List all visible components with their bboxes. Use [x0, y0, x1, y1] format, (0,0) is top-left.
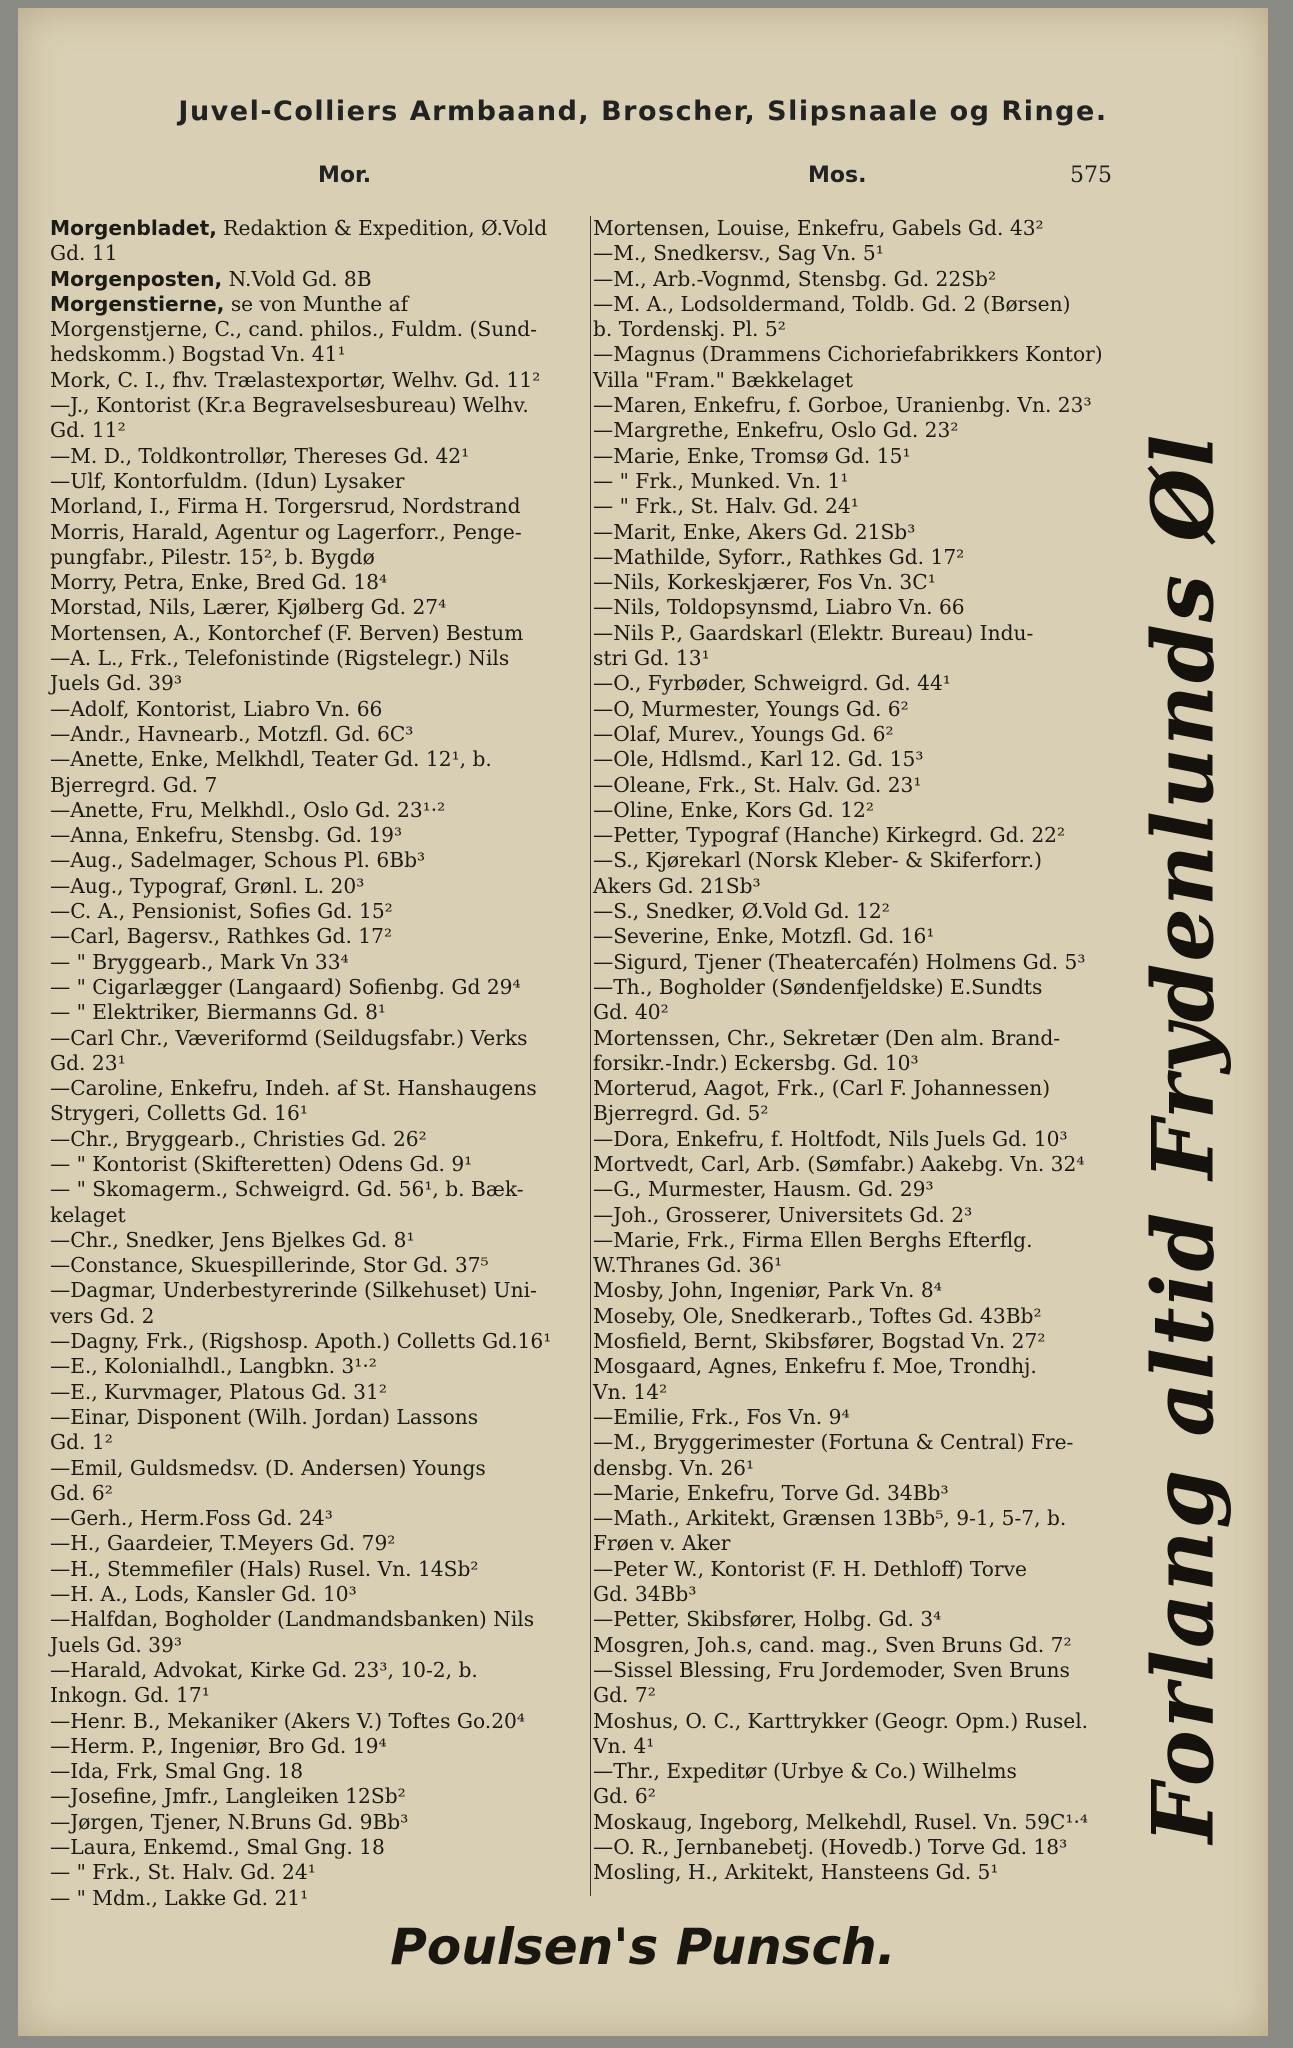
entry-text: Juels Gd. 39³: [50, 671, 182, 696]
entry-heading: Morgenstierne,: [50, 291, 225, 316]
entry-text: Morstad, Nils, Lærer, Kjølberg Gd. 27⁴: [50, 595, 447, 620]
entry-text: Morgenstjerne, C., cand. philos., Fuldm. (Sund-: [50, 317, 537, 342]
directory-entry-line: Moskaug, Ingeborg, Melkehdl, Rusel. Vn. 59C¹·⁴: [593, 1809, 1088, 1834]
directory-entry-line: [50, 1177, 590, 1202]
entry-text: Gd. 6²: [50, 1480, 113, 1505]
entry-text: — " Frk., St. Halv. Gd. 24¹: [50, 1860, 316, 1885]
directory-entry-line: [50, 1228, 590, 1253]
directory-entry-line: Gd. 34Bb³: [593, 1582, 697, 1607]
directory-entry-line: [50, 1430, 590, 1455]
directory-entry-line: [50, 1759, 590, 1784]
directory-entry-line: —Petter, Typograf (Hanche) Kirkegrd. Gd. 22²: [593, 823, 1066, 848]
entry-text: —Harald, Advokat, Kirke Gd. 23³, 10-2, b.: [50, 1657, 478, 1682]
entry-text: —H., Stemmefiler (Hals) Rusel. Vn. 14Sb²: [50, 1556, 479, 1581]
directory-entry-line: [50, 773, 590, 798]
directory-entry-line: Mosfield, Bernt, Skibsfører, Bogstad Vn. 27²: [593, 1329, 1046, 1354]
entry-text: —Ida, Frk, Smal Gng. 18: [50, 1759, 304, 1784]
entry-text: —Dagny, Frk., (Rigshosp. Apoth.) Colletts Gd.16¹: [50, 1329, 552, 1354]
directory-entry-line: [50, 1253, 590, 1278]
directory-entry-line: [50, 1709, 590, 1734]
directory-entry-line: — " Frk., St. Halv. Gd. 24¹: [593, 494, 859, 519]
entry-text: —Chr., Snedker, Jens Bjelkes Gd. 8¹: [50, 1227, 415, 1252]
directory-entry-line: [50, 393, 590, 418]
directory-entry-line: Frøen v. Aker: [593, 1531, 731, 1556]
bottom-advertisement: Poulsen's Punsch.: [390, 1918, 896, 1976]
directory-entry-line: —S., Kjørekarl (Norsk Kleber- & Skiferforr.): [593, 848, 1043, 873]
directory-entry-line: —O. R., Jernbanebetj. (Hovedb.) Torve Gd. 18³: [593, 1835, 1068, 1859]
directory-entry-line: [50, 1026, 590, 1051]
column-divider: [590, 216, 591, 1896]
entry-text: Mortensen, A., Kontorchef (F. Berven) Bestum: [50, 620, 524, 645]
entry-text: — " Mdm., Lakke Gd. 21¹: [50, 1885, 309, 1910]
directory-entry-line: [50, 1051, 590, 1076]
directory-entry-line: [50, 848, 590, 873]
directory-entry-line: —Severine, Enke, Motzfl. Gd. 16¹: [593, 924, 935, 949]
directory-entry-line: [50, 292, 590, 317]
directory-entry-line: [50, 1000, 590, 1025]
directory-entry-line: —Math., Arkitekt, Grænsen 13Bb⁵, 9-1, 5-7, b.: [593, 1506, 1067, 1531]
entry-text: Morry, Petra, Enke, Bred Gd. 18⁴: [50, 570, 388, 595]
directory-entry-line: —Marie, Frk., Firma Ellen Berghs Efterflg.: [593, 1227, 1033, 1252]
directory-entry-line: Villa "Fram." Bækkelaget: [593, 367, 853, 392]
entry-text: —Gerh., Herm.Foss Gd. 24³: [50, 1506, 333, 1531]
entry-text: Strygeri, Colletts Gd. 16¹: [50, 1101, 308, 1126]
directory-entry-line: [50, 1329, 590, 1354]
directory-entry-line: Akers Gd. 21Sb³: [593, 873, 761, 898]
entry-text: hedskomm.) Bogstad Vn. 41¹: [50, 342, 346, 367]
entry-text: —Dagmar, Underbestyrerinde (Silkehuset) Uni-: [50, 1278, 537, 1303]
entry-text: —M. D., Toldkontrollør, Thereses Gd. 42¹: [50, 443, 470, 468]
entry-text: —H. A., Lods, Kansler Gd. 10³: [50, 1582, 357, 1607]
entry-text: N.Vold Gd. 8B: [222, 266, 372, 291]
directory-entry-line: [50, 1734, 590, 1759]
entry-text: —Aug., Typograf, Grønl. L. 20³: [50, 873, 365, 898]
directory-entry-line: —Margrethe, Enkefru, Oslo Gd. 23²: [593, 418, 959, 443]
entry-text: —Adolf, Kontorist, Liabro Vn. 66: [50, 696, 383, 721]
directory-entry-line: Mosgren, Joh.s, cand. mag., Sven Bruns Gd. 7²: [593, 1632, 1072, 1657]
directory-entry-line: [50, 520, 590, 545]
directory-entry-line: [50, 1810, 590, 1835]
left-column: [50, 216, 590, 1911]
right-column: [593, 216, 1133, 1886]
directory-entry-line: —Marit, Enke, Akers Gd. 21Sb³: [593, 519, 916, 544]
directory-entry-line: [50, 570, 590, 595]
directory-entry-line: [50, 1607, 590, 1632]
directory-entry-line: [50, 1203, 590, 1228]
directory-entry-line: [50, 1633, 590, 1658]
entry-text: —C. A., Pensionist, Sofies Gd. 15²: [50, 899, 393, 924]
directory-entry-line: [50, 950, 590, 975]
directory-entry-line: —Marie, Enkefru, Torve Gd. 34Bb³: [593, 1480, 949, 1505]
directory-entry-line: —M., Bryggerimester (Fortuna & Central) Fre-: [593, 1430, 1074, 1455]
directory-entry-line: [50, 1380, 590, 1405]
entry-text: — " Bryggearb., Mark Vn 33⁴: [50, 949, 349, 974]
directory-entry-line: [50, 924, 590, 949]
directory-entry-line: [50, 1076, 590, 1101]
directory-entry-line: [50, 469, 590, 494]
directory-entry-line: Gd. 40²: [593, 1000, 669, 1025]
directory-entry-line: Vn. 14²: [593, 1379, 668, 1404]
directory-entry-line: densbg. Vn. 26¹: [593, 1455, 755, 1480]
directory-entry-line: [50, 1456, 590, 1481]
directory-entry-line: stri Gd. 13¹: [593, 646, 710, 671]
top-advertisement: Juvel-Colliers Armbaand, Broscher, Slipsnaale og Ringe.: [178, 96, 1108, 127]
directory-entry-line: [50, 1886, 590, 1911]
entry-text: pungfabr., Pilestr. 15², b. Bygdø: [50, 544, 375, 569]
entry-text: vers Gd. 2: [50, 1303, 155, 1328]
directory-entry-line: Moseby, Ole, Snedkerarb., Toftes Gd. 43Bb²: [593, 1303, 1042, 1328]
entry-text: Gd. 1²: [50, 1430, 113, 1455]
entry-text: —Halfdan, Bogholder (Landmandsbanken) Nils: [50, 1607, 535, 1632]
directory-entry-line: —Sigurd, Tjener (Theatercafén) Holmens Gd. 5³: [593, 949, 1086, 974]
entry-text: —Anette, Enke, Melkhdl, Teater Gd. 12¹, b.: [50, 747, 492, 772]
directory-entry-line: [50, 697, 590, 722]
directory-entry-line: —G., Murmester, Hausm. Gd. 29³: [593, 1177, 934, 1202]
directory-entry-line: [50, 1658, 590, 1683]
directory-entry-line: —Magnus (Drammens Cichoriefabrikkers Kontor): [593, 342, 1103, 367]
directory-entry-line: [50, 798, 590, 823]
directory-entry-line: [50, 1557, 590, 1582]
directory-entry-line: [50, 1481, 590, 1506]
entry-text: — " Kontorist (Skifteretten) Odens Gd. 9¹: [50, 1151, 473, 1176]
entry-text: —Henr. B., Mekaniker (Akers V.) Toftes Go.20⁴: [50, 1708, 525, 1733]
directory-entry-line: [50, 747, 590, 772]
directory-entry-line: [50, 494, 590, 519]
directory-entry-line: [50, 368, 590, 393]
directory-entry-line: Mortvedt, Carl, Arb. (Sømfabr.) Aakebg. Vn. 32⁴: [593, 1151, 1085, 1176]
entry-text: —Aug., Sadelmager, Schous Pl. 6Bb³: [50, 848, 426, 873]
directory-entry-line: —Peter W., Kontorist (F. H. Dethloff) Torve: [593, 1556, 1027, 1581]
directory-entry-line: [50, 267, 590, 292]
directory-entry-line: —Th., Bogholder (Søndenfjeldske) E.Sundts: [593, 974, 1043, 999]
directory-entry-line: —M., Arb.-Vognmd, Stensbg. Gd. 22Sb²: [593, 266, 997, 291]
entry-text: —Laura, Enkemd., Smal Gng. 18: [50, 1835, 385, 1859]
directory-entry-line: Vn. 4¹: [593, 1733, 655, 1758]
directory-entry-line: [50, 1127, 590, 1152]
directory-entry-line: [50, 899, 590, 924]
directory-entry-line: [50, 241, 590, 266]
entry-text: —Ulf, Kontorfuldm. (Idun) Lysaker: [50, 468, 405, 493]
entry-text: —Herm. P., Ingeniør, Bro Gd. 19⁴: [50, 1733, 387, 1758]
directory-entry-line: [50, 823, 590, 848]
entry-text: Gd. 11²: [50, 418, 126, 443]
entry-text: —Josefine, Jmfr., Langleiken 12Sb²: [50, 1784, 406, 1809]
directory-entry-line: Mosling, H., Arkitekt, Hansteens Gd. 5¹: [593, 1860, 999, 1885]
directory-entry-line: Gd. 6²: [593, 1784, 656, 1809]
directory-entry-line: b. Tordenskj. Pl. 5²: [593, 317, 786, 342]
directory-entry-line: [50, 545, 590, 570]
directory-entry-line: forsikr.-Indr.) Eckersbg. Gd. 10³: [593, 1050, 919, 1075]
page-number: 575: [1070, 163, 1112, 188]
directory-entry-line: [50, 1860, 590, 1885]
directory-entry-line: [50, 317, 590, 342]
entry-text: —Carl, Bagersv., Rathkes Gd. 17²: [50, 924, 393, 949]
directory-entry-line: —Joh., Grosserer, Universitets Gd. 2³: [593, 1202, 973, 1227]
directory-entry-line: —Oleane, Frk., St. Halv. Gd. 23¹: [593, 772, 922, 797]
directory-entry-line: [50, 1101, 590, 1126]
entry-text: —E., Kurvmager, Platous Gd. 31²: [50, 1379, 387, 1404]
entry-text: —Jørgen, Tjener, N.Bruns Gd. 9Bb³: [50, 1809, 409, 1834]
entry-text: Bjerregrd. Gd. 7: [50, 772, 218, 797]
entry-text: Gd. 23¹: [50, 1050, 126, 1075]
directory-entry-line: [50, 722, 590, 747]
directory-entry-line: Mosby, John, Ingeniør, Park Vn. 8⁴: [593, 1278, 942, 1303]
directory-entry-line: —O, Murmester, Youngs Gd. 6²: [593, 696, 909, 721]
entry-text: —Caroline, Enkefru, Indeh. af St. Hanshaugens: [50, 1076, 537, 1101]
directory-entry-line: [50, 418, 590, 443]
entry-text: — " Skomagerm., Schweigrd. Gd. 56¹, b. Bæk-: [50, 1177, 524, 1202]
directory-entry-line: —Olaf, Murev., Youngs Gd. 6²: [593, 721, 894, 746]
directory-entry-line: [50, 342, 590, 367]
directory-entry-line: Moshus, O. C., Karttrykker (Geogr. Opm.) Rusel.: [593, 1708, 1089, 1733]
directory-entry-line: [50, 671, 590, 696]
directory-entry-line: [50, 1278, 590, 1303]
directory-entry-line: [50, 1354, 590, 1379]
entry-heading: Morgenposten,: [50, 266, 223, 291]
directory-entry-line: [50, 975, 590, 1000]
directory-entry-line: [50, 595, 590, 620]
directory-entry-line: —Sissel Blessing, Fru Jordemoder, Sven Bruns: [593, 1657, 1070, 1682]
entry-text: Mork, C. I., fhv. Trælastexportør, Welhv. Gd. 11²: [50, 367, 541, 392]
entry-text: kelaget: [50, 1202, 126, 1227]
directory-entry-line: Bjerregrd. Gd. 5²: [593, 1101, 769, 1126]
entry-text: —Carl Chr., Væveriformd (Seildugsfabr.) Verks: [50, 1025, 528, 1050]
directory-entry-line: —O., Fyrbøder, Schweigrd. Gd. 44¹: [593, 671, 951, 696]
directory-entry-line: [50, 621, 590, 646]
directory-entry-line: Mortenssen, Chr., Sekretær (Den alm. Brand-: [593, 1025, 1061, 1050]
directory-page: [18, 8, 1268, 2036]
entry-text: —Anna, Enkefru, Stensbg. Gd. 19³: [50, 823, 403, 848]
entry-text: —Emil, Guldsmedsv. (D. Andersen) Youngs: [50, 1455, 486, 1480]
entry-text: — " Cigarlægger (Langaard) Sofienbg. Gd 29⁴: [50, 974, 521, 999]
entry-text: se von Munthe af: [224, 291, 409, 316]
directory-entry-line: W.Thranes Gd. 36¹: [593, 1253, 783, 1278]
entry-heading: Morgenbladet,: [50, 216, 217, 240]
directory-entry-line: —Nils P., Gaardskarl (Elektr. Bureau) Indu-: [593, 620, 1034, 645]
directory-entry-line: [50, 874, 590, 899]
directory-entry-line: [50, 216, 590, 241]
directory-entry-line: —Ole, Hdlsmd., Karl 12. Gd. 15³: [593, 747, 924, 772]
side-advertisement: Forlang altid Frydenlunds Øl: [1133, 432, 1233, 1844]
directory-entry-line: [50, 444, 590, 469]
directory-entry-line: [50, 1152, 590, 1177]
entry-text: Juels Gd. 39³: [50, 1632, 182, 1657]
entry-text: Redaktion & Expedition, Ø.Vold: [216, 216, 548, 240]
entry-text: —E., Kolonialhdl., Langbkn. 3¹·²: [50, 1354, 377, 1379]
directory-entry-line: — " Frk., Munked. Vn. 1¹: [593, 468, 849, 493]
directory-entry-line: —Petter, Skibsfører, Holbg. Gd. 3⁴: [593, 1607, 942, 1632]
header-left-keyword: Mor.: [318, 163, 372, 188]
entry-text: Morland, I., Firma H. Torgersrud, Nordstrand: [50, 494, 521, 519]
directory-entry-line: [50, 1784, 590, 1809]
entry-text: —Constance, Skuespillerinde, Stor Gd. 37⁵: [50, 1253, 489, 1278]
directory-entry-line: [50, 1506, 590, 1531]
entry-text: —J., Kontorist (Kr.a Begravelsesbureau) Welhv.: [50, 393, 529, 418]
directory-entry-line: —Nils, Korkeskjærer, Fos Vn. 3C¹: [593, 570, 936, 595]
directory-entry-line: Mortensen, Louise, Enkefru, Gabels Gd. 43²: [593, 216, 1044, 240]
entry-text: —H., Gaardeier, T.Meyers Gd. 79²: [50, 1531, 396, 1556]
directory-entry-line: —M. A., Lodsoldermand, Toldb. Gd. 2 (Børsen): [593, 291, 1071, 316]
directory-entry-line: [50, 1582, 590, 1607]
directory-entry-line: —Marie, Enke, Tromsø Gd. 15¹: [593, 443, 911, 468]
directory-entry-line: —Dora, Enkefru, f. Holtfodt, Nils Juels Gd. 10³: [593, 1126, 1068, 1151]
entry-text: Inkogn. Gd. 17¹: [50, 1683, 210, 1708]
entry-text: —Einar, Disponent (Wilh. Jordan) Lassons: [50, 1404, 479, 1429]
directory-entry-line: —M., Snedkersv., Sag Vn. 5¹: [593, 241, 884, 266]
directory-entry-line: [50, 646, 590, 671]
entry-text: —Anette, Fru, Melkhdl., Oslo Gd. 23¹·²: [50, 797, 446, 822]
header-right-keyword: Mos.: [808, 163, 867, 188]
directory-entry-line: —Emilie, Frk., Fos Vn. 9⁴: [593, 1404, 850, 1429]
directory-entry-line: —Oline, Enke, Kors Gd. 12²: [593, 797, 874, 822]
directory-entry-line: —Maren, Enkefru, f. Gorboe, Uranienbg. Vn. 23³: [593, 393, 1092, 418]
directory-entry-line: —Thr., Expeditør (Urbye & Co.) Wilhelms: [593, 1759, 1017, 1784]
directory-entry-line: [50, 1405, 590, 1430]
directory-entry-line: —Nils, Toldopsynsmd, Liabro Vn. 66: [593, 595, 965, 620]
entry-text: —A. L., Frk., Telefonistinde (Rigstelegr.) Nils: [50, 646, 510, 671]
directory-entry-line: [50, 1683, 590, 1708]
entry-text: —Chr., Bryggearb., Christies Gd. 26²: [50, 1126, 427, 1151]
directory-entry-line: Morterud, Aagot, Frk., (Carl F. Johannessen): [593, 1076, 1051, 1101]
directory-entry-line: Mosgaard, Agnes, Enkefru f. Moe, Trondhj.: [593, 1354, 1037, 1379]
entry-text: — " Elektriker, Biermanns Gd. 8¹: [50, 1000, 387, 1025]
directory-entry-line: [50, 1304, 590, 1329]
entry-text: Morris, Harald, Agentur og Lagerforr., Penge-: [50, 519, 522, 544]
entry-text: —Andr., Havnearb., Motzfl. Gd. 6C³: [50, 721, 414, 746]
directory-entry-line: Gd. 7²: [593, 1683, 656, 1708]
directory-entry-line: —Mathilde, Syforr., Rathkes Gd. 17²: [593, 544, 965, 569]
directory-entry-line: [50, 1835, 590, 1860]
directory-entry-line: —S., Snedker, Ø.Vold Gd. 12²: [593, 899, 890, 924]
entry-text: Gd. 11: [50, 241, 118, 266]
directory-entry-line: [50, 1531, 590, 1556]
